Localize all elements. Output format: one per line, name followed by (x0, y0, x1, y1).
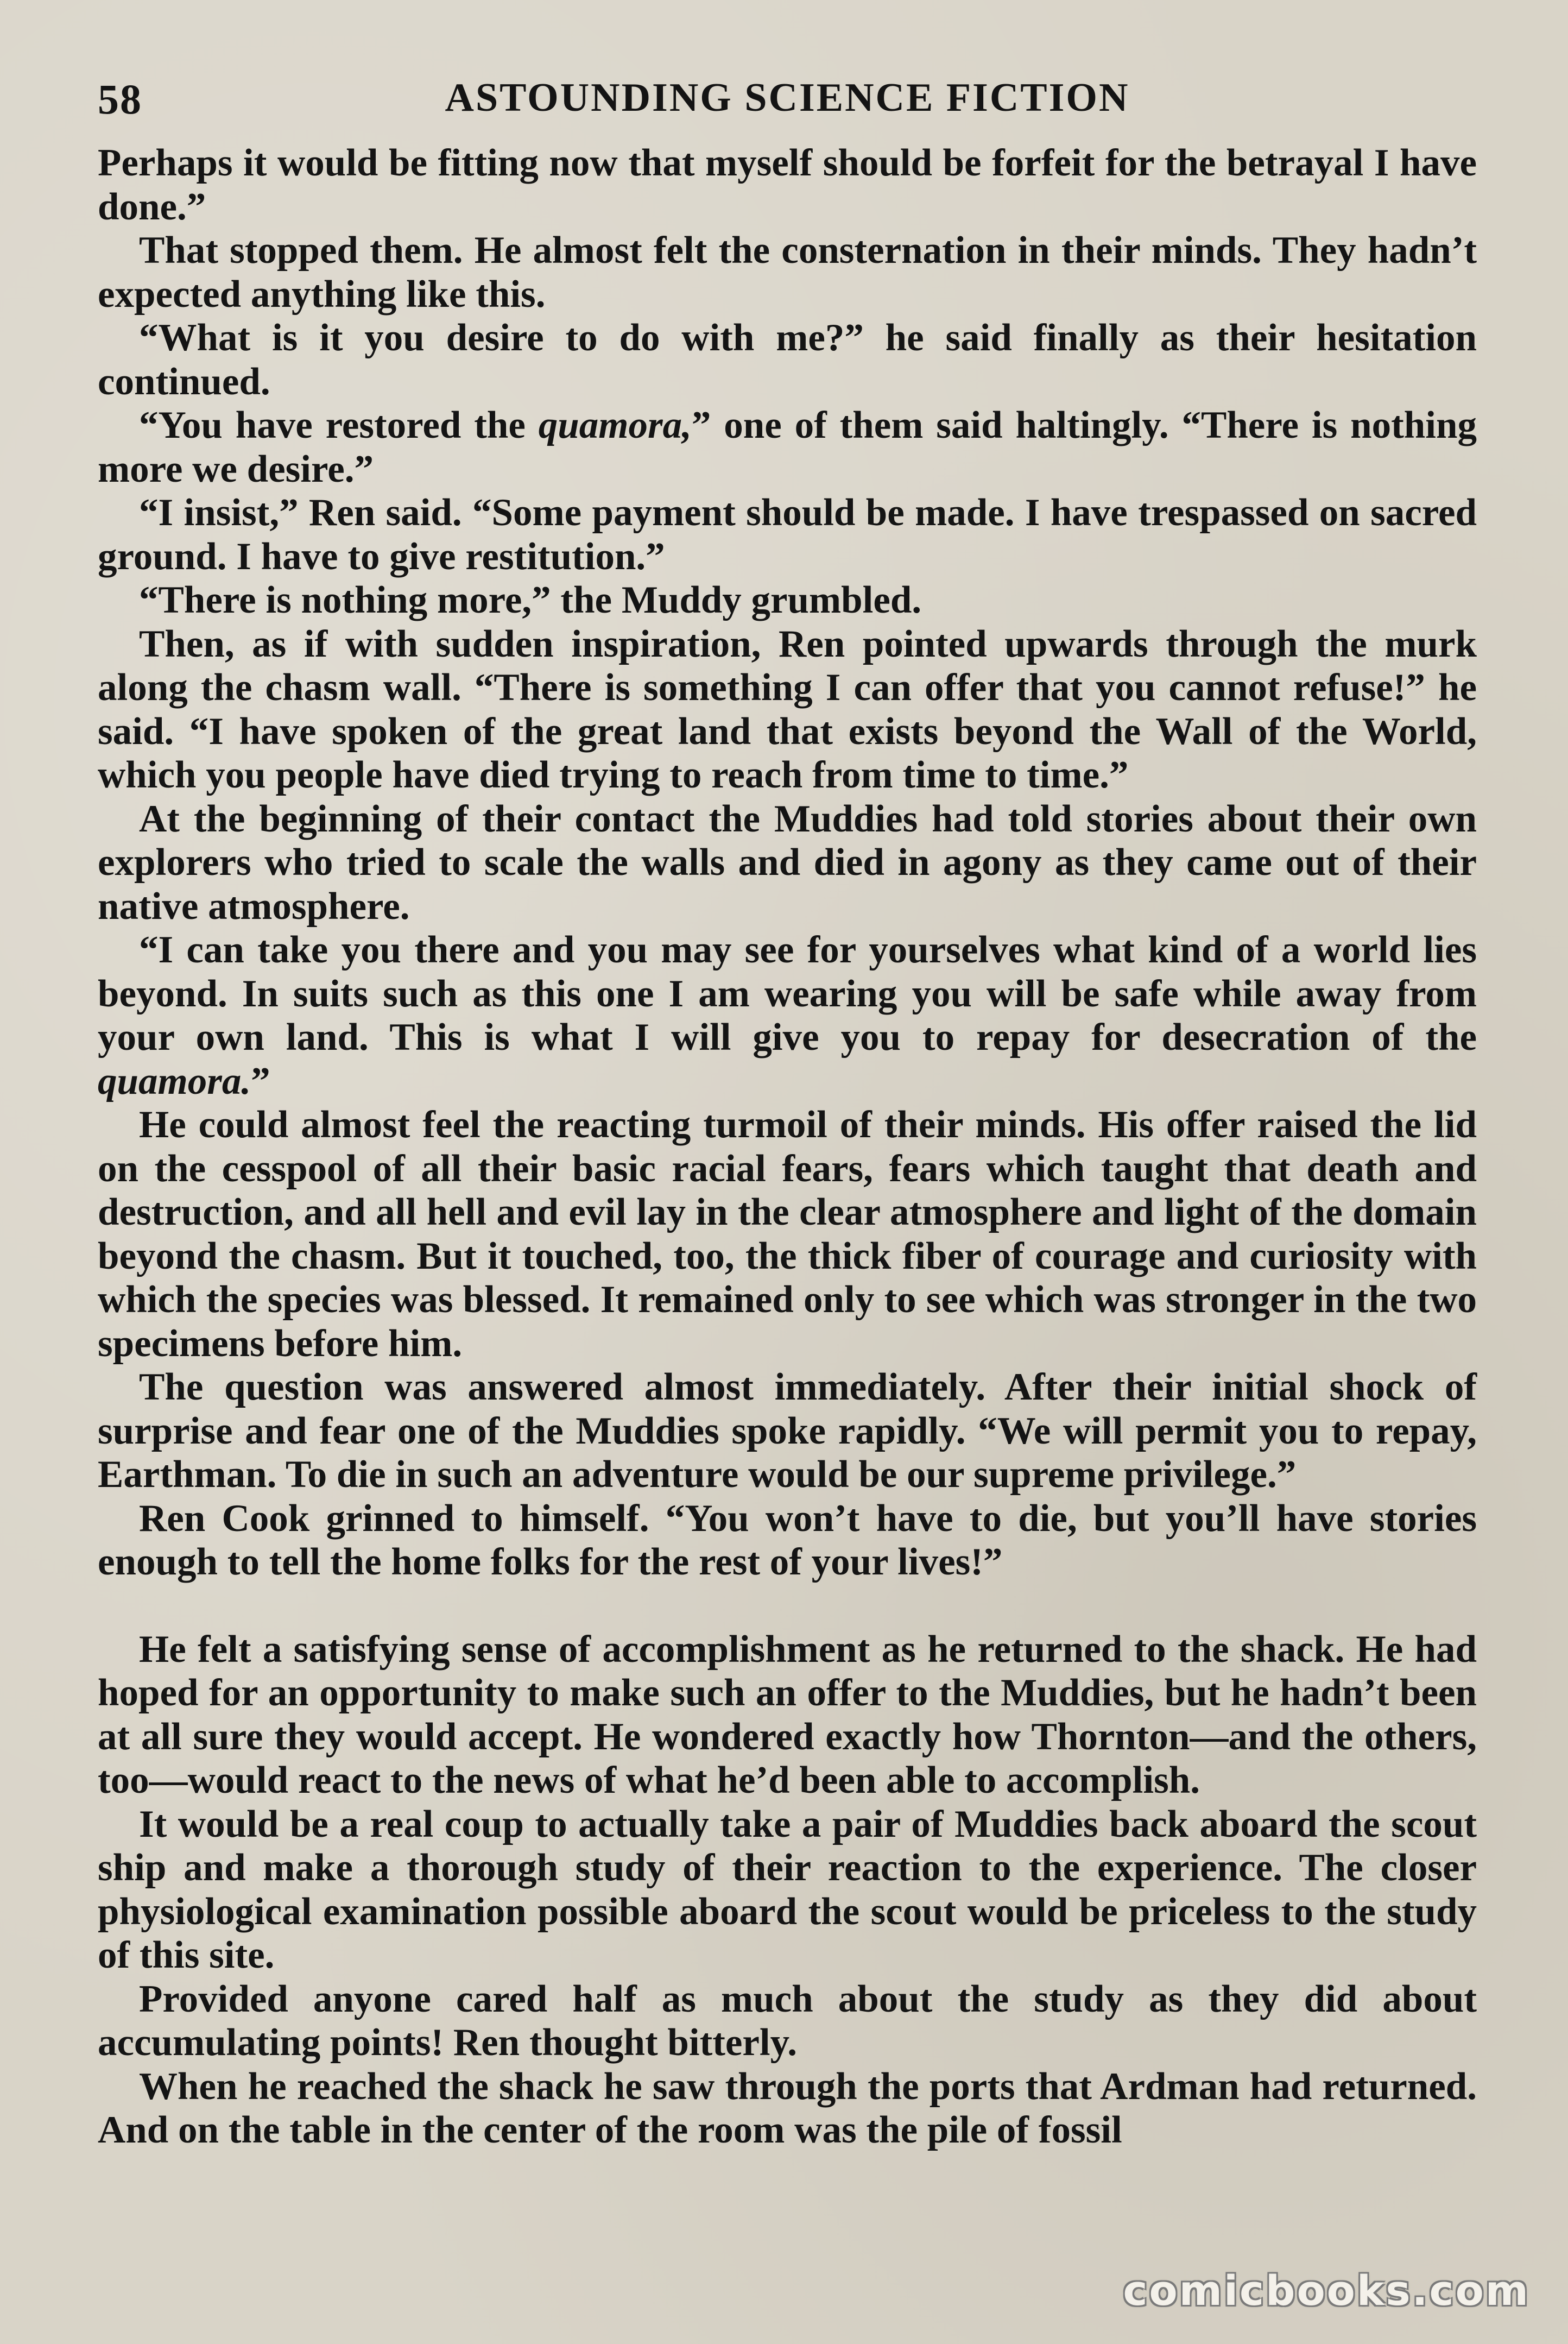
italic-text: quamora, (538, 404, 692, 446)
paragraph (98, 797, 1477, 929)
paragraph (98, 1365, 1477, 1497)
text-run: Provided anyone cared half as much about the study as they did about accumulating points! Ren thought bitterly. (98, 1977, 1477, 2064)
page-number: 58 (98, 75, 142, 123)
text-run: ” (251, 1060, 270, 1102)
paragraph (98, 404, 1477, 491)
page-header (98, 65, 1477, 130)
text-run: That stopped them. He almost felt the consternation in their minds. They hadn’t expected anything like this. (98, 229, 1477, 316)
text-run: “You have restored the (139, 404, 539, 446)
running-head: ASTOUNDING SCIENCE FICTION (445, 75, 1130, 120)
text-run: “I can take you there and you may see for yourselves what kind of a world lies beyond. In suits such as this one I am wearing you will be safe while away from your own land. This is what I will give you to repay for desecration of the (98, 929, 1477, 1058)
paragraph (98, 141, 1477, 229)
paragraph (98, 316, 1477, 404)
book-page (98, 65, 1477, 2292)
paragraph (98, 1803, 1477, 1977)
italic-text: quamora. (98, 1060, 251, 1102)
story-body (98, 141, 1477, 2152)
paragraph (98, 491, 1477, 578)
text-run: He felt a satisfying sense of accomplishment as he returned to the shack. He had hoped for an opportunity to make such an offer to the Muddies, but he hadn’t been at all sure they would accept. He wondered exactly how Thornton—and the others, too—would react to the news of what he’d been able to accomplish. (98, 1628, 1477, 1801)
paragraph (98, 1497, 1477, 1584)
text-run: “There is nothing more,” the Muddy grumbled. (139, 579, 922, 621)
paragraph (98, 2065, 1477, 2152)
text-run: When he reached the shack he saw through the ports that Ardman had returned. And on the table in the center of the room was the pile of fossil (98, 2065, 1477, 2151)
paragraph (98, 1103, 1477, 1365)
paragraph (98, 578, 1477, 622)
text-run: It would be a real coup to actually take a pair of Muddies back aboard the scout ship and make a thorough study of their reaction to the experience. The closer physiological examination possible aboard the scout would be priceless to the study of this site. (98, 1803, 1477, 1976)
text-run: Perhaps it would be fitting now that myself should be forfeit for the betrayal I have done.” (98, 142, 1477, 228)
text-run: “What is it you desire to do with me?” he said finally as their hesitation continued. (98, 317, 1477, 403)
text-run: ” one of them said haltingly. “There is nothing more we desire.” (98, 404, 1477, 490)
paragraph (98, 229, 1477, 316)
text-run: He could almost feel the reacting turmoil of their minds. His offer raised the lid on the cesspool of all their basic racial fears, fears which taught that death and destruction, and all hell and evil lay in the clear atmosphere and light of the domain beyond the chasm. But it touched, too, the thick fiber of courage and curiosity with which the species was blessed. It remained only to see which was stronger in the two specimens before him. (98, 1104, 1477, 1365)
text-run: Then, as if with sudden inspiration, Ren pointed upwards through the murk along the chasm wall. “There is something I can offer that you cannot refuse!” he said. “I have spoken of the great land that exists beyond the Wall of the World, which you people have died trying to reach from time to time.” (98, 622, 1477, 796)
text-run: At the beginning of their contact the Muddies had told stories about their own explorers who tried to scale the walls and died in agony as they came out of their native atmosphere. (98, 797, 1477, 928)
text-run: Ren Cook grinned to himself. “You won’t have to die, but you’ll have stories enough to tell the home folks for the rest of your lives!” (98, 1497, 1477, 1583)
paragraph (98, 622, 1477, 797)
paragraph (98, 928, 1477, 1103)
text-run: “I insist,” Ren said. “Some payment should be made. I have trespassed on sacred ground. I have to give restitution.” (98, 492, 1477, 578)
paragraph (98, 1628, 1477, 1803)
watermark: comicbooks.com (1123, 2266, 1530, 2315)
paragraph (98, 1977, 1477, 2065)
text-run: The question was answered almost immediately. After their initial shock of surprise and fear one of the Muddies spoke rapidly. “We will permit you to repay, Earthman. To die in such an adventure would be our supreme privilege.” (98, 1366, 1477, 1496)
